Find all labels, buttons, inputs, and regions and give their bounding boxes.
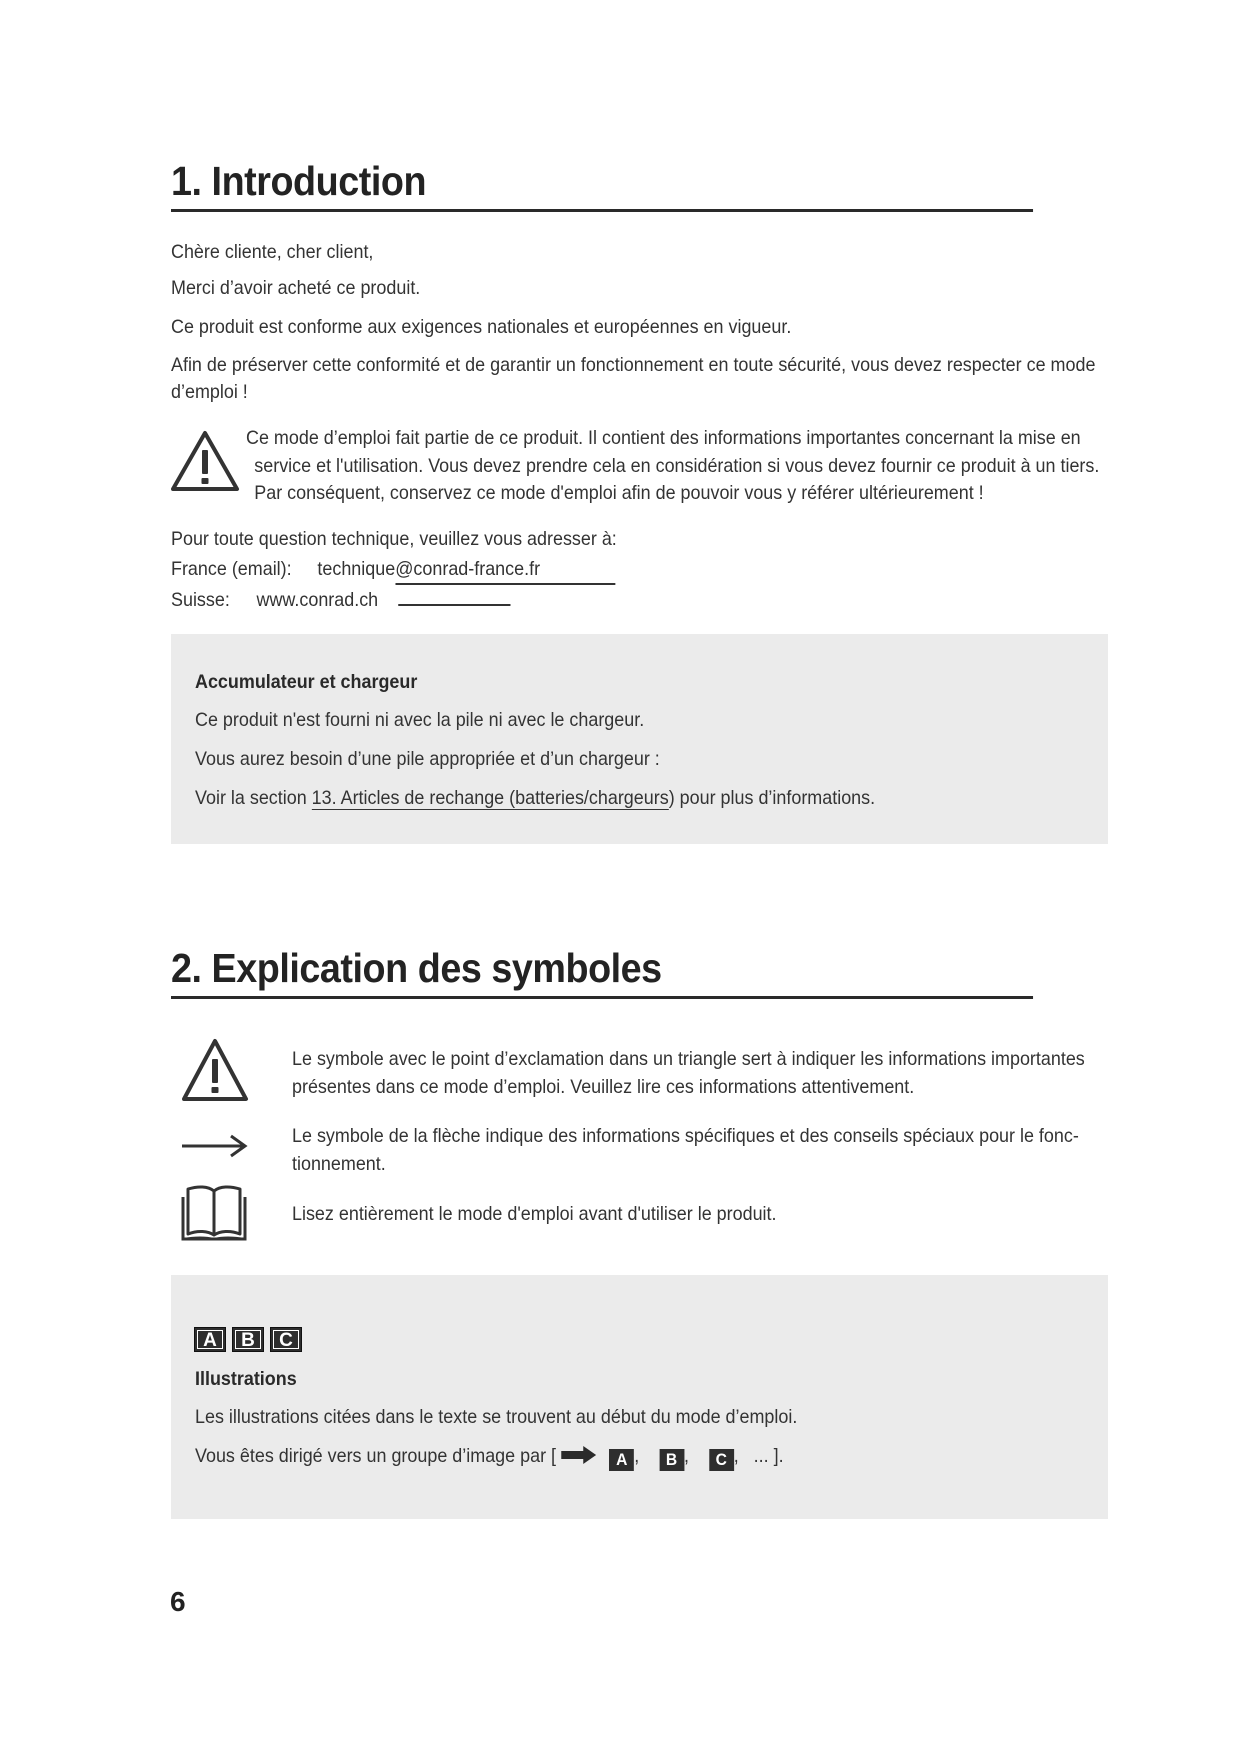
page-number: 6 <box>170 1586 186 1617</box>
battery-line-3-suffix: ) pour plus d’informations. <box>668 787 876 809</box>
arrow-right-icon <box>181 1133 249 1159</box>
illustration-box-b: B <box>232 1327 264 1352</box>
arrow-line-1: Le symbole de la flèche indique des informations spécifiques et des conseils spéciaux pour le fonc- <box>292 1125 1079 1147</box>
france-email-link: @conrad-france.fr <box>395 556 615 585</box>
swiss-label: Suisse: <box>171 589 230 611</box>
greeting: Chère cliente, cher client, <box>171 241 374 263</box>
ref-box-a: A <box>609 1449 634 1471</box>
exclamation-line-1: Le symbole avec le point d’exclamation dans un triangle sert à indiquer les informations importantes <box>292 1048 1085 1070</box>
illustrations-line-2: Vous êtes dirigé vers un groupe d’image par [ A , B , C , ... ]. <box>195 1445 784 1469</box>
battery-heading: Accumulateur et chargeur <box>195 671 418 693</box>
warning-line-2: service et l'utilisation. Vous devez prendre cela en considération si vous devez fournir ce produit à un tiers. <box>254 454 1100 477</box>
swiss-url[interactable]: www.conrad.ch <box>256 589 379 611</box>
warning-line-3: Par conséquent, conservez ce mode d'emploi afin de pouvoir vous y référer ultérieurement ! <box>254 482 984 504</box>
conformity-text: Ce produit est conforme aux exigences nationales et européennes en vigueur. <box>171 316 792 338</box>
section-title-symbols: 2. Explication des symboles <box>171 945 1033 999</box>
ref-box-c: C <box>709 1449 734 1471</box>
preserve-line-2: d’emploi ! <box>171 381 248 403</box>
contact-intro: Pour toute question technique, veuillez vous adresser à: <box>171 528 617 550</box>
contact-suisse <box>171 586 511 614</box>
warning-triangle-icon <box>169 428 241 494</box>
exclamation-triangle-icon <box>180 1037 250 1103</box>
france-label: France (email): <box>171 558 292 580</box>
battery-line-3-prefix: Voir la section <box>195 787 312 809</box>
illustration-box-c: C <box>270 1327 302 1352</box>
france-email-prefix: technique <box>317 558 396 580</box>
book-description: Lisez entièrement le mode d'emploi avant d'utiliser le produit. <box>292 1203 777 1225</box>
arrow-line-2: tionnement. <box>292 1153 386 1175</box>
battery-line-2: Vous aurez besoin d’une pile appropriée et d’un chargeur : <box>195 748 660 770</box>
open-book-icon <box>180 1183 248 1243</box>
illustration-box-a: A <box>194 1327 226 1352</box>
illustrations-info-box <box>171 1275 1108 1519</box>
illustrations-line-1: Les illustrations citées dans le texte se trouvent au début du mode d’emploi. <box>195 1406 798 1428</box>
illustrations-line-2-prefix: Vous êtes dirigé vers un groupe d’image par [ <box>195 1445 557 1467</box>
warning-note <box>246 425 1099 508</box>
spare-parts-section-link[interactable]: 13. Articles de rechange (batteries/chargeurs <box>311 787 669 809</box>
ref-box-b: B <box>659 1449 684 1471</box>
battery-line-3 <box>195 785 875 812</box>
battery-line-1: Ce produit n'est fourni ni avec la pile ni avec le chargeur. <box>195 709 645 731</box>
thanks-text: Merci d’avoir acheté ce produit. <box>171 277 421 299</box>
battery-info-box <box>171 634 1108 844</box>
exclamation-line-2: présentes dans ce mode d’emploi. Veuillez lire ces informations attentivement. <box>292 1076 915 1098</box>
bold-arrow-icon <box>562 1446 599 1464</box>
france-email[interactable] <box>317 558 615 580</box>
section-title-introduction: 1. Introduction <box>171 158 1033 212</box>
contact-france <box>171 556 616 585</box>
illustrations-line-2-suffix: ... ]. <box>753 1445 784 1467</box>
illustrations-heading: Illustrations <box>195 1368 297 1390</box>
warning-line-1: Ce mode d’emploi fait partie de ce produit. Il contient des informations importantes concernant la mise en <box>246 427 1081 449</box>
preserve-line-1: Afin de préserver cette conformité et de garantir un fonctionnement en toute sécurité, vous devez respecter ce mode <box>171 354 1096 376</box>
arrow-description <box>292 1122 1088 1178</box>
exclamation-description <box>292 1045 1088 1101</box>
preserve-text <box>171 352 1109 406</box>
swiss-underline <box>398 586 510 606</box>
illustration-letter-boxes <box>194 1327 308 1352</box>
